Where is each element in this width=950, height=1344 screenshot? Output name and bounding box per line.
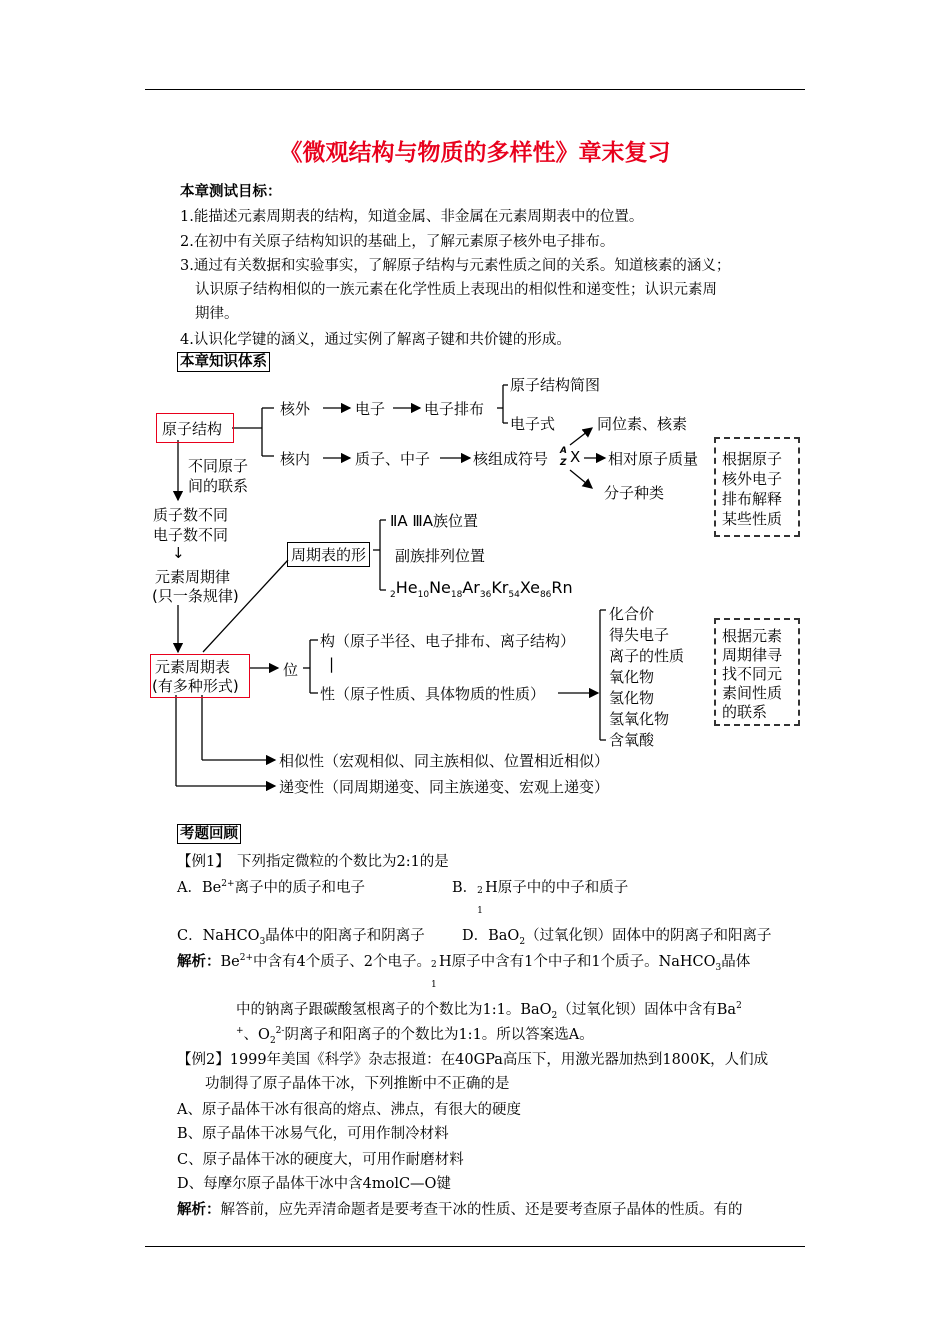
ex2-option: D、每摩尔原子晶体干冰中含4molC—O键 bbox=[177, 1176, 451, 1192]
note-line: 的联系 bbox=[722, 703, 768, 721]
rel-mass-label: 相对原子质量 bbox=[608, 450, 699, 468]
goal-item: 1.能描述元素周期表的结构，知道金属、非金属在元素周期表中的位置。 bbox=[180, 209, 644, 225]
sub-group-label: 副族排列位置 bbox=[395, 547, 486, 565]
gradient-label: 递变性（同周期递变、同主族递变、宏观上递变） bbox=[279, 778, 610, 796]
nuclide-symbol-label: 核组成符号 bbox=[473, 450, 549, 468]
page-title: 《微观结构与物质的多样性》章末复习 bbox=[279, 140, 671, 166]
note-line: 素间性质 bbox=[722, 684, 783, 702]
symbol-z: Z bbox=[560, 458, 567, 468]
note-line: 根据原子 bbox=[722, 450, 783, 468]
goals-heading: 本章测试目标： bbox=[180, 183, 282, 200]
ex1-option-d: D．BaO$_2$（过氧化钡）固体中的阴离子和阳离子 bbox=[462, 928, 772, 947]
electron-label: 电子 bbox=[355, 400, 386, 418]
bottom-rule bbox=[145, 1246, 805, 1247]
link-label-1: 不同原子 bbox=[188, 457, 249, 475]
link-label-2: 间的联系 bbox=[188, 477, 249, 495]
ex1-answer-2: 中的钠离子跟碳酸氢根离子的个数比为1:1。BaO$_2$（过氧化钡）固体中含有Ba$^2$ bbox=[236, 1001, 742, 1021]
prop-item: 得失电子 bbox=[609, 626, 670, 644]
goal-item: 4.认识化学键的涵义，通过实例了解离子键和共价键的形成。 bbox=[180, 332, 571, 348]
e-config-label: 电子排布 bbox=[424, 400, 485, 418]
note-line: 排布解释 bbox=[722, 490, 783, 508]
ex2-answer: 解析：解答前，应先弄清命题者是要考查干冰的性质、还是要考查原子晶体的性质。有的 bbox=[177, 1201, 743, 1218]
inner-label: 核内 bbox=[280, 450, 311, 468]
prop-item: 离子的性质 bbox=[609, 647, 685, 665]
goal-item: 期律。 bbox=[195, 306, 239, 322]
note-line: 核外电子 bbox=[722, 470, 783, 488]
bar-mark: | bbox=[329, 655, 335, 673]
review-heading: 考题回顾 bbox=[177, 824, 241, 844]
pt-label-1: 元素周期表 bbox=[155, 658, 231, 676]
ex1-question: 【例1】 下列指定微粒的个数比为2:1的是 bbox=[177, 854, 449, 870]
system-heading: 本章知识体系 bbox=[177, 352, 270, 372]
ex2-option: C、原子晶体干冰的硬度大，可用作耐磨材料 bbox=[177, 1152, 464, 1168]
ex1-option-a: A．$Be^{2+}$离子中的质子和电子 bbox=[177, 879, 365, 896]
prop-item: 氢氧化物 bbox=[609, 710, 670, 728]
atom-structure-label: 原子结构 bbox=[162, 420, 223, 438]
pt-label-2: (有多种形式) bbox=[152, 677, 239, 695]
law-label-1: 元素周期律 bbox=[155, 568, 231, 586]
prop-item: 氧化物 bbox=[609, 668, 655, 686]
structure-label: 构（原子半径、电子排布、离子结构） bbox=[320, 632, 576, 650]
position-label: 位 bbox=[283, 661, 299, 679]
ex2-option: B、原子晶体干冰易气化，可用作制冷材料 bbox=[177, 1126, 449, 1142]
isotopes-label: 同位素、核素 bbox=[597, 415, 688, 433]
pnum-label-2: 电子数不同 bbox=[153, 526, 229, 544]
pnum-label-1: 质子数不同 bbox=[153, 506, 229, 524]
note-line: 某些性质 bbox=[722, 510, 783, 528]
symbol-x: X bbox=[570, 448, 581, 466]
down-arrow: ↓ bbox=[172, 544, 185, 562]
property-label: 性（原子性质、具体物质的性质） bbox=[320, 685, 546, 703]
ex1-answer-1: 解析：$Be^{2+}$中含有4个质子、2个电子。 2 1 H原子中含有1个中子和1个质子。NaHCO$_3$晶体 bbox=[177, 953, 751, 990]
proton-neutron-label: 质子、中子 bbox=[355, 450, 431, 468]
atom-sketch-label: 原子结构简图 bbox=[510, 376, 601, 394]
note-line: 找不同元 bbox=[722, 665, 783, 683]
law-label-2: (只一条规律) bbox=[152, 587, 239, 605]
e-formula-label: 电子式 bbox=[510, 415, 556, 433]
outer-label: 核外 bbox=[280, 400, 311, 418]
table-form-label: 周期表的形 bbox=[287, 542, 370, 567]
prop-item: 含氧酸 bbox=[609, 731, 655, 749]
group-pos-label: ⅡA ⅢA族位置 bbox=[390, 512, 479, 530]
prop-item: 氢化物 bbox=[609, 689, 655, 707]
prop-item: 化合价 bbox=[609, 605, 655, 623]
similarity-label: 相似性（宏观相似、同主族相似、位置相近相似） bbox=[279, 752, 610, 770]
ex2-question-2: 功制得了原子晶体干冰，下列推断中不正确的是 bbox=[205, 1076, 510, 1092]
goal-item: 2.在初中有关原子结构知识的基础上，了解元素原子核外电子排布。 bbox=[180, 234, 615, 250]
ex2-option: A、原子晶体干冰有很高的熔点、沸点，有很大的硬度 bbox=[177, 1102, 521, 1118]
noble-gas-list: $_2He_{10}Ne_{18}Ar_{36}Kr_{54}Xe_{86}Rn$ bbox=[390, 578, 573, 601]
mol-types-label: 分子种类 bbox=[604, 484, 665, 502]
note-line: 根据元素 bbox=[722, 627, 783, 645]
symbol-a: A bbox=[560, 446, 567, 456]
goal-item: 3.通过有关数据和实验事实，了解原子结构与元素性质之间的关系。知道核素的涵义； bbox=[180, 258, 731, 274]
note-line: 周期律寻 bbox=[722, 646, 783, 664]
ex2-question-1: 【例2】1999年美国《科学》杂志报道：在40GPa高压下，用激光器加热到1800K，人们成 bbox=[177, 1052, 769, 1068]
goal-item: 认识原子结构相似的一族元素在化学性质上表现出的相似性和递变性；认识元素周 bbox=[195, 282, 717, 298]
ex1-option-b: B． 2 1 H原子中的中子和质子 bbox=[452, 880, 629, 916]
ex1-answer-3: +、$O_2^{2-}$阴离子和阳离子的个数比为1:1。所以答案选A。 bbox=[236, 1026, 594, 1046]
ex1-option-c: C．NaHCO$_3$晶体中的阳离子和阴离子 bbox=[177, 928, 425, 947]
